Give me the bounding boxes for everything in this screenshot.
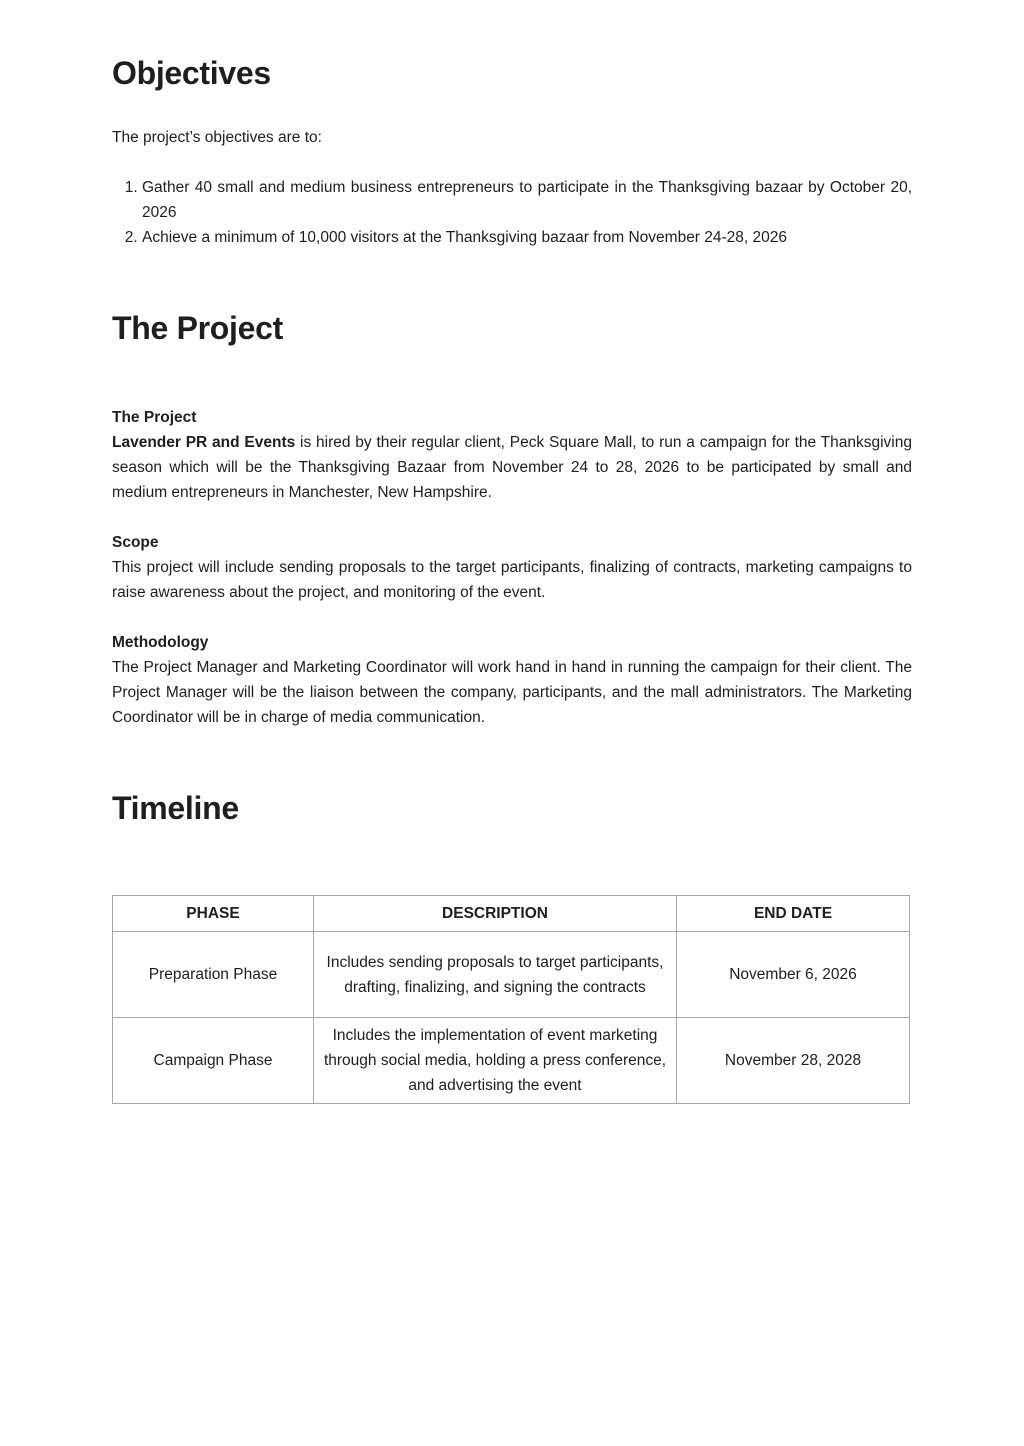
table-row — [113, 932, 910, 1018]
methodology-section — [112, 630, 912, 730]
table-header-row — [113, 896, 910, 932]
description-cell: Includes sending proposals to target participants, drafting, finalizing, and signing the contracts — [314, 932, 677, 1018]
objectives-list — [112, 175, 912, 250]
column-header-phase: PHASE — [113, 896, 314, 932]
project-overview-text — [112, 430, 912, 505]
project-heading: The Project — [112, 310, 283, 346]
phase-cell: Preparation Phase — [113, 932, 314, 1018]
table-row — [113, 1018, 910, 1104]
scope-title: Scope — [112, 534, 159, 551]
objective-item: 1. Gather 40 small and medium business entrepreneurs to participate in the Thanksgiving bazaar by October 20, 2026 — [142, 175, 912, 225]
scope-section — [112, 530, 912, 605]
project-overview-body: is hired by their regular client, Peck Square Mall, to run a campaign for the Thanksgiving season which will be the Thanksgiving Bazaar from November 24 to 28, 2026 to be participated by small and medium entrepreneurs in Manchester, New Hampshire. — [112, 434, 912, 501]
objectives-heading: Objectives — [112, 55, 271, 91]
project-overview-section — [112, 405, 912, 505]
methodology-title: Methodology — [112, 634, 209, 651]
objective-item: 2. Achieve a minimum of 10,000 visitors at the Thanksgiving bazaar from November 24-28, 2026 — [142, 225, 912, 250]
description-cell: Includes the implementation of event marketing through social media, holding a press conference, and advertising the event — [314, 1018, 677, 1104]
column-header-end-date: END DATE — [677, 896, 910, 932]
end-date-cell: November 28, 2028 — [677, 1018, 910, 1104]
company-name: Lavender PR and Events — [112, 434, 296, 451]
timeline-table — [112, 895, 910, 1104]
end-date-cell: November 6, 2026 — [677, 932, 910, 1018]
scope-text: This project will include sending proposals to the target participants, finalizing of contracts, marketing campaigns to raise awareness about the project, and monitoring of the event. — [112, 559, 912, 601]
phase-cell: Campaign Phase — [113, 1018, 314, 1104]
project-overview-title: The Project — [112, 409, 197, 426]
column-header-description: DESCRIPTION — [314, 896, 677, 932]
timeline-heading: Timeline — [112, 790, 239, 826]
methodology-text: The Project Manager and Marketing Coordinator will work hand in hand in running the campaign for their client. The Project Manager will be the liaison between the company, participants, and the mall administrators. The Marketing Coordinator will be in charge of media communication. — [112, 659, 912, 726]
objectives-intro: The project’s objectives are to: — [112, 129, 322, 146]
